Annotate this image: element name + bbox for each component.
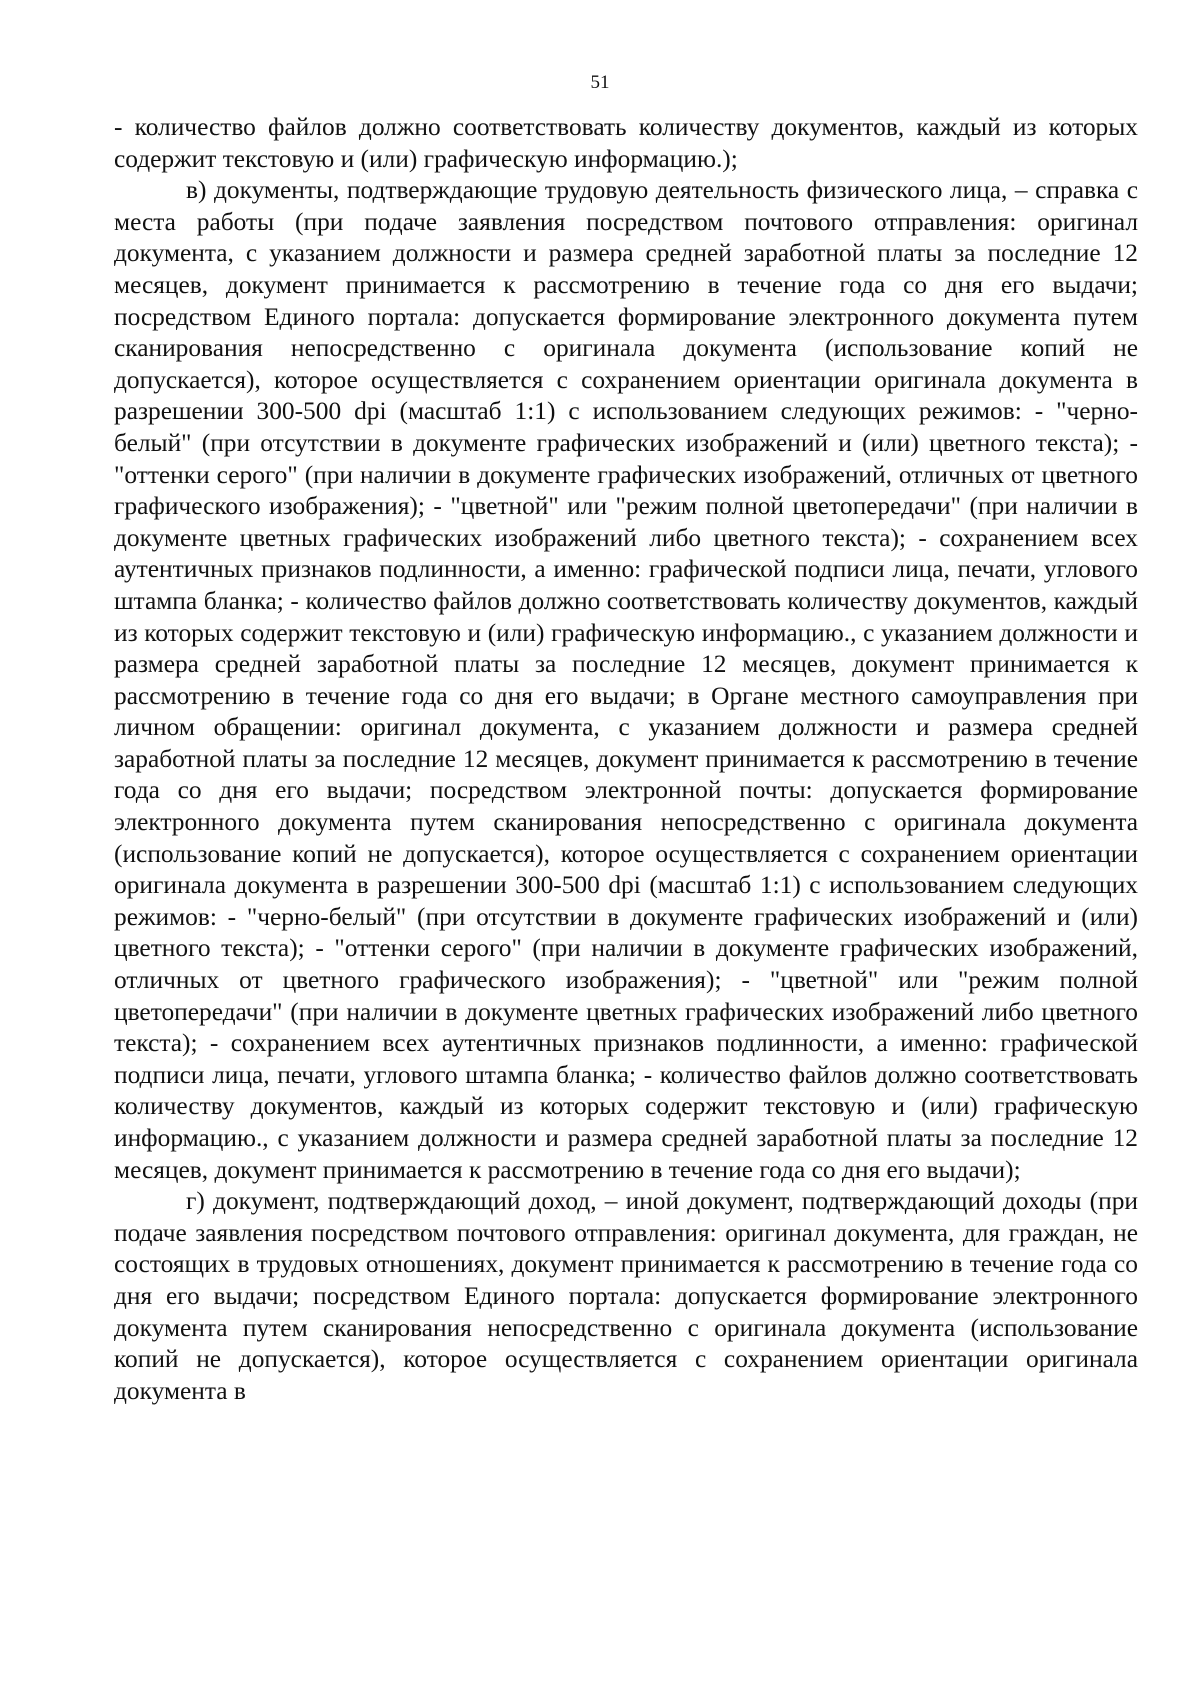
page-number: 51 [590,72,610,93]
paragraph-item-v-employment-documents: в) документы, подтверждающие трудовую деятельность физического лица, – справка с места работы (при подаче заявления посредством почтового отправления: оригинал документа, с указанием должности и размера средней заработной платы за последние 12 месяцев, документ принимается к рассмотрению в течение года со дня его выдачи; посредством Единого портала: допускается формирование электронного документа путем сканирования непосредственно с оригинала документа (использование копий не допускается), которое осуществляется с сохранением ориентации оригинала документа в разрешении 300-500 dpi (масштаб 1:1) с использованием следующих режимов: - "черно-белый" (при отсутствии в документе графических изображений и (или) цветного текста); - "оттенки серого" (при наличии в документе графических изображений, отличных от цветного графического изображения); - "цветной" или "режим полной цветопередачи" (при наличии в документе цветных графических изображений либо цветного текста); - сохранением всех аутентичных признаков подлинности, а именно: графической подписи лица, печати, углового штампа бланка; - количество файлов должно соответствовать количеству документов, каждый из которых содержит текстовую и (или) графическую информацию., с указанием должности и размера средней заработной платы за последние 12 месяцев, документ принимается к рассмотрению в течение года со дня его выдачи; в Органе местного самоуправления при личном обращении: оригинал документа, с указанием должности и размера средней заработной платы за последние 12 месяцев, документ принимается к рассмотрению в течение года со дня его выдачи; посредством электронной почты: допускается формирование электронного документа путем сканирования непосредственно с оригинала документа (использование копий не допускается), которое осуществляется с сохранением ориентации оригинала документа в разрешении 300-500 dpi (масштаб 1:1) с использованием следующих режимов: - "черно-белый" (при отсутствии в документе графических изображений и (или) цветного текста); - "оттенки серого" (при наличии в документе графических изображений, отличных от цветного графического изображения); - "цветной" или "режим полной цветопередачи" (при наличии в документе цветных графических изображений либо цветного текста); - сохранением всех аутентичных признаков подлинности, а именно: графической подписи лица, печати, углового штампа бланка; - количество файлов должно соответствовать количеству документов, каждый из которых содержит текстовую и (или) графическую информацию., с указанием должности и размера средней заработной платы за последние 12 месяцев, документ принимается к рассмотрению в течение года со дня его выдачи); [114,176,1138,1184]
paragraph-item-g-income-document: г) документ, подтверждающий доход, – иной документ, подтверждающий доходы (при подаче заявления посредством почтового отправления: оригинал документа, для граждан, не состоящих в трудовых отношениях, документ принимается к рассмотрению в течение года со дня его выдачи; посредством Единого портала: допускается формирование электронного документа путем сканирования непосредственно с оригинала документа (использование копий не допускается), которое осуществляется с сохранением ориентации оригинала документа в [114,1187,1138,1405]
body-text [114,112,1138,1407]
paragraph-file-count-continuation: - количество файлов должно соответствовать количеству документов, каждый из которых содержит текстовую и (или) графическую информацию.); [114,113,1138,173]
